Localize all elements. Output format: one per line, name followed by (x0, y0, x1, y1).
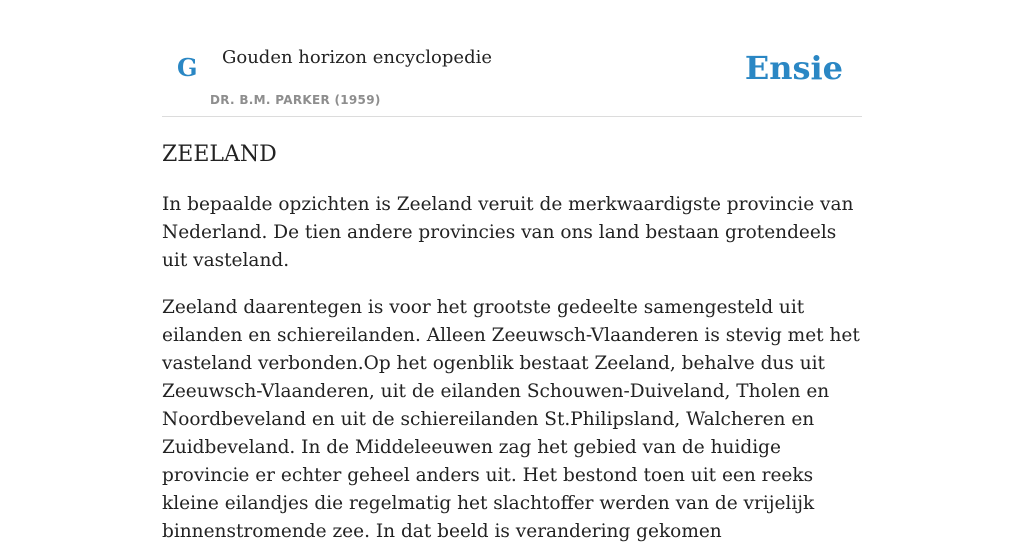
entry-paragraph: In bepaalde opzichten is Zeeland veruit de merkwaardigste provincie van Nederland. De tien andere provincies van ons land bestaan grotendeels uit vasteland. (162, 194, 854, 271)
entry-title: ZEELAND (162, 142, 277, 167)
entry-content (162, 140, 862, 546)
page-header (162, 0, 862, 117)
ensie-logo-link[interactable]: Ensie (744, 49, 843, 87)
book-title-link[interactable]: Gouden horizon encyclopedie (222, 47, 492, 68)
entry-paragraph: Zeeland daarentegen is voor het grootste gedeelte samengesteld uit eilanden en schiereilanden. Alleen Zeeuwsch-Vlaanderen is stevig met het vasteland verbonden.Op het ogenblik bestaat Zeeland, behalve dus uit Zeeuwsch-Vlaanderen, uit de eilanden Schouwen-Duiveland, Tholen en Noordbeveland en uit de schiereilanden St.Philipsland, Walcheren en Zuidbeveland. In de Middeleeuwen zag het gebied van de huidige provincie er echter geheel anders uit. Het bestond toen uit een reeks kleine eilandjes die regelmatig het slachtoffer werden van de vrijelijk binnenstromende zee. In dat beeld is verandering gekomen (162, 297, 860, 542)
book-logo[interactable]: G (177, 53, 198, 82)
book-author: DR. B.M. PARKER (1959) (210, 93, 381, 107)
